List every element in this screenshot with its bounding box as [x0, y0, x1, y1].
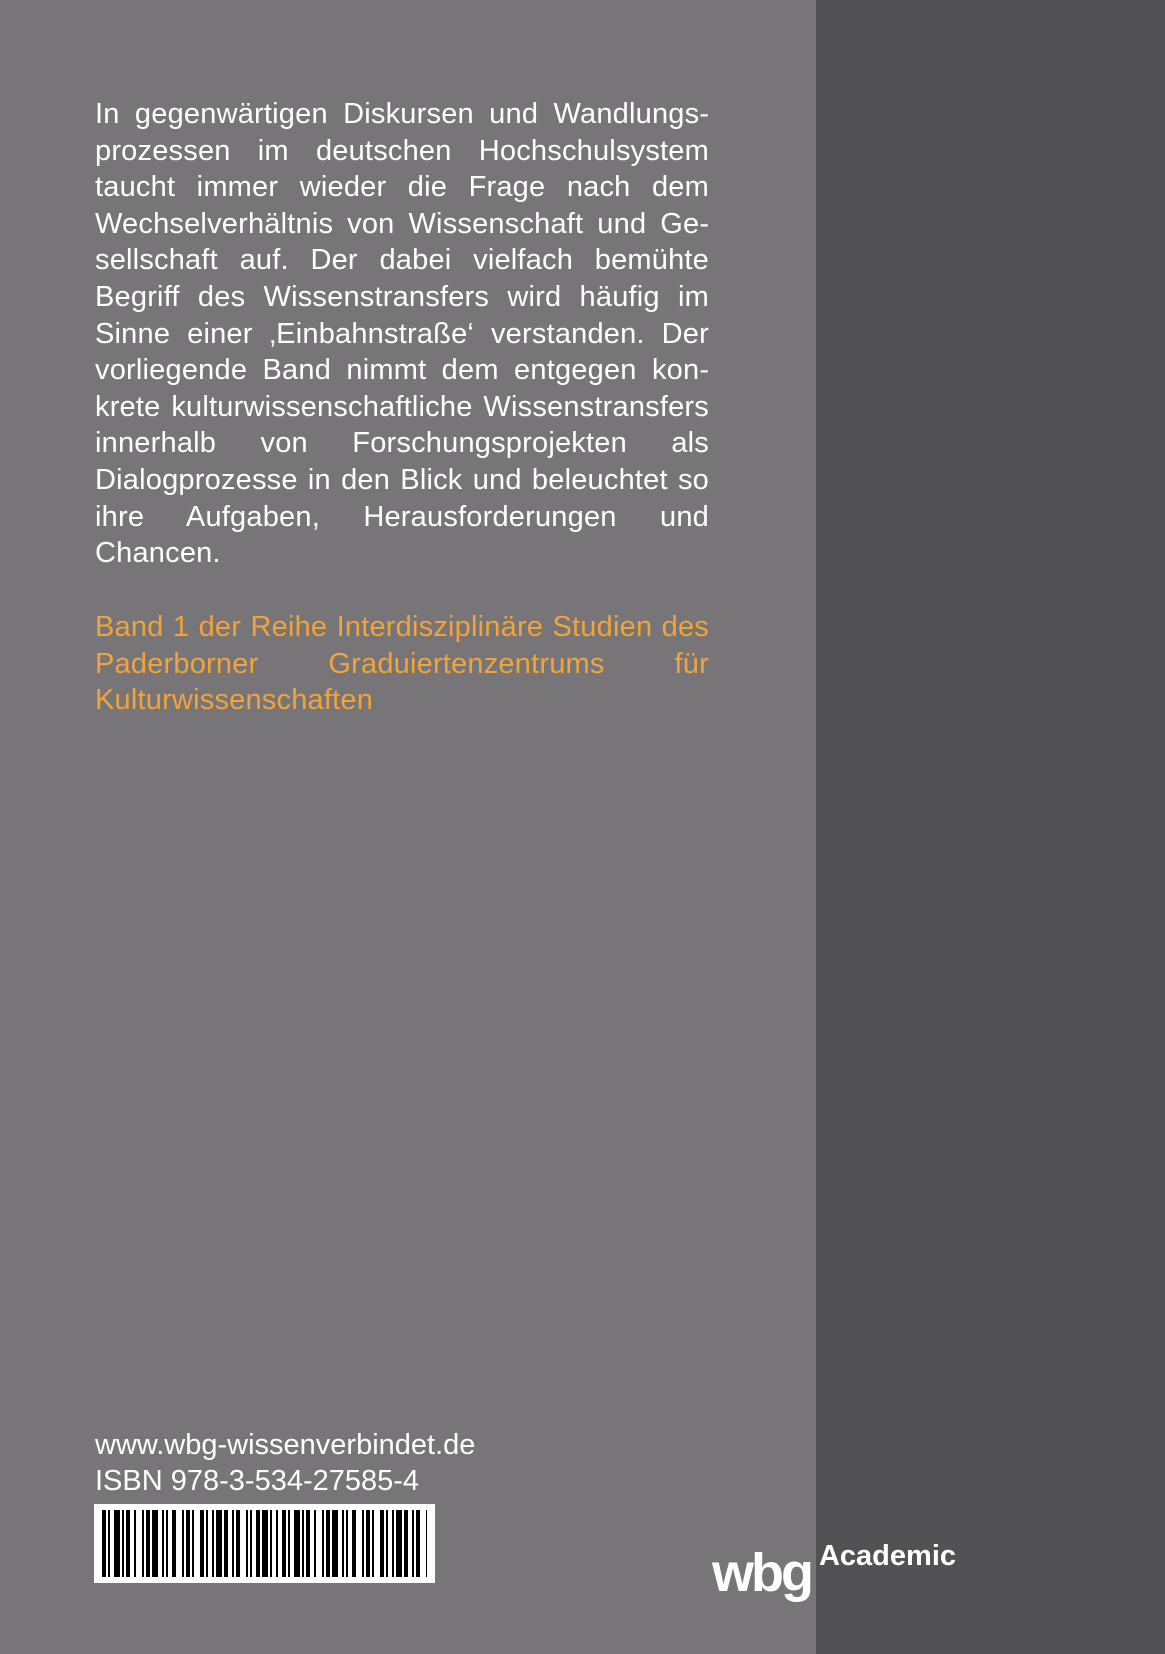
- barcode-bar: [114, 1510, 120, 1577]
- isbn-text: ISBN 978-3-534-27585-4: [95, 1465, 420, 1497]
- barcode-bar: [108, 1510, 110, 1577]
- logo-label: Academic: [818, 1540, 956, 1572]
- barcode-bars: [94, 1504, 435, 1583]
- barcode-bar: [192, 1510, 194, 1577]
- website-url: www.wbg-wissenverbindet.de: [95, 1429, 476, 1461]
- barcode-bar: [126, 1510, 130, 1577]
- barcode-bar: [134, 1510, 136, 1577]
- barcode-bar: [186, 1510, 190, 1577]
- wbg-academic-logo: [712, 1530, 956, 1603]
- barcode-bar: [262, 1510, 268, 1577]
- barcode-bar: [366, 1510, 370, 1577]
- barcode-bar: [346, 1510, 348, 1577]
- barcode-bar: [380, 1510, 384, 1577]
- barcode-bar: [146, 1510, 150, 1577]
- barcode-bar: [392, 1510, 394, 1577]
- barcode: [94, 1504, 435, 1583]
- barcode-bar: [172, 1510, 176, 1577]
- barcode-bar: [404, 1510, 408, 1577]
- barcode-bar: [412, 1510, 414, 1577]
- barcode-bar: [232, 1510, 234, 1577]
- barcode-bar: [342, 1510, 344, 1577]
- barcode-bar: [206, 1510, 208, 1577]
- barcode-bar: [236, 1510, 240, 1577]
- barcode-bar: [386, 1510, 388, 1577]
- barcode-bar: [306, 1510, 310, 1577]
- barcode-bar: [182, 1510, 184, 1577]
- barcode-bar: [302, 1510, 304, 1577]
- barcode-bar: [314, 1510, 316, 1577]
- barcode-bar: [326, 1510, 330, 1577]
- barcode-bar: [362, 1510, 364, 1577]
- barcode-bar: [352, 1510, 356, 1577]
- series-note: Band 1 der Reihe Interdisziplinäre Studien des Paderborner Graduiertenzentrums für Kulturwissenschaften: [95, 611, 709, 717]
- barcode-bar: [246, 1510, 248, 1577]
- barcode-bar: [270, 1510, 272, 1577]
- barcode-bar: [162, 1510, 164, 1577]
- barcode-bar: [216, 1510, 222, 1577]
- barcode-bar: [152, 1510, 158, 1577]
- barcode-bar: [294, 1510, 300, 1577]
- blurb-text: In gegenwärtigen Diskursen und Wandlungsprozessen im deutschen Hochschulsystem taucht immer wieder die Frage nach dem Wechselverhältnis von Wissenschaft und Gesellschaft auf. Der dabei vielfach bemühte Begriff des Wissenstransfers wird häufig im Sinne einer ‚Einbahnstraße‘ verstanden. Der vorliegende Band nimmt dem entgegen konkrete kulturwissenschaftliche Wissenstransfers innerhalb von Forschungsprojekten als Dialogprozesse in den Blick und beleuchtet so ihre Aufgaben, Herausforderungen und Chancen.: [95, 98, 709, 570]
- barcode-bar: [288, 1510, 290, 1577]
- spine-band: [816, 0, 1165, 1654]
- barcode-bar: [416, 1510, 420, 1577]
- barcode-bar: [122, 1510, 124, 1577]
- barcode-bar: [166, 1510, 168, 1577]
- barcode-bar: [142, 1510, 144, 1577]
- barcode-bar: [372, 1510, 374, 1577]
- logo-mark: wbg: [712, 1543, 811, 1603]
- barcode-bar: [276, 1510, 278, 1577]
- barcode-bar: [200, 1510, 204, 1577]
- barcode-bar: [396, 1510, 402, 1577]
- barcode-bar: [322, 1510, 324, 1577]
- barcode-bar: [256, 1510, 260, 1577]
- barcode-bar: [332, 1510, 338, 1577]
- barcode-bar: [212, 1510, 214, 1577]
- barcode-bar: [426, 1510, 427, 1577]
- barcode-bar: [224, 1510, 228, 1577]
- barcode-bar: [250, 1510, 252, 1577]
- barcode-bar: [102, 1510, 106, 1577]
- barcode-bar: [282, 1510, 286, 1577]
